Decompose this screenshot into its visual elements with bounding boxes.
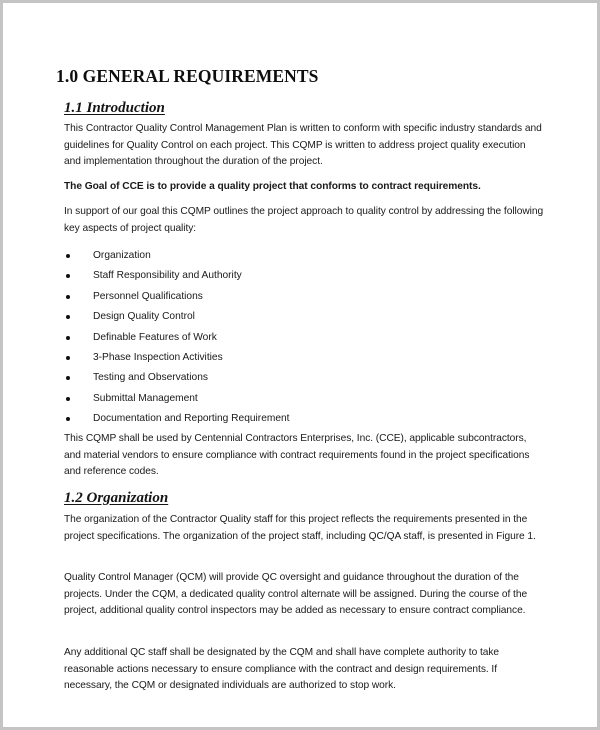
bullet-icon [66, 336, 70, 340]
bullet-icon [66, 417, 70, 421]
bullet-icon [66, 315, 70, 319]
bullet-icon [66, 295, 70, 299]
organization-paragraph: The organization of the Contractor Quality staff for this project reflects the requirements presented in the project specifications. The organization of the project staff, including QC/QA staff, is presented in Figure 1. [64, 514, 536, 542]
section-title-organization: 1.2 Organization [64, 490, 169, 506]
bullet-icon [66, 254, 70, 258]
document-page: 1.0 GENERAL REQUIREMENTS 1.1 Introduction This Contractor Quality Control Management Plan is written to conform with specific industry standards and guidelines for Quality Control on each project. This CQMP is written to address project quality execution and implementation throughout the duration of the project. The Goal of CCE is to provide a quality project that conforms to contract requirements. In support of our goal this CQMP outlines the project approach to quality control by addressing the following key aspects of project quality: Organization Staff Responsibility and Authority Personnel Qualifications Design Quality Control Definable Features of Work 3-Phase Inspection Activities Testing and Observations Submittal Management Documentation and Reporting Requirement This CQMP shall be used by Centennial Contractors Enterprises, Inc. (CCE), applicable subcontractors, and material vendors to ensure compliance with contract requirements found in the project specifications and reference codes. 1.2 Organization The organization of the Contractor Quality staff for this project reflects the requirements presented in the project specifications. The organization of the project staff, including QC/QA staff, is presented in Figure 1. Quality Control Manager (QCM) will provide QC oversight and guidance throughout the duration of the projects. Under the CQM, a dedicated quality control alternate will be assigned. During the course of the project, additional quality control inspectors may be added as necessary to ensure contract compliance. Any additional QC staff shall be designated by the CQM and shall have complete authority to take reasonable actions necessary to ensure compliance with the contract and design requirements. If necessary, the CQM or designated individuals are authorized to stop work. [0, 0, 600, 730]
bullet-icon [66, 397, 70, 401]
bullet-icon [66, 376, 70, 380]
qcm-paragraph: Quality Control Manager (QCM) will provide QC oversight and guidance throughout the duration of the projects. Under the CQM, a dedicated quality control alternate will be assigned. During the course of the project, additional quality control inspectors may be added as necessary to ensure contract compliance. [64, 572, 528, 617]
additional-staff-paragraph: Any additional QC staff shall be designated by the CQM and shall have complete authority to take reasonable actions necessary to ensure compliance with the contract and design requirements. If necessary, the CQM or designated individuals are authorized to stop work. [64, 647, 500, 692]
intro-paragraph: This Contractor Quality Control Management Plan is written to conform with specific industry standards and guidelines for Quality Control on each project. This CQMP is written to address project quality execution and implementation throughout the duration of the project. [64, 123, 542, 168]
goal-statement: The Goal of CCE is to provide a quality project that conforms to contract requirements. [64, 181, 481, 192]
bullet-icon [66, 356, 70, 360]
bullet-icon [66, 274, 70, 278]
support-paragraph: In support of our goal this CQMP outlines the project approach to quality control by addressing the following key aspects of project quality: [64, 206, 544, 234]
cqmp-usage-paragraph: This CQMP shall be used by Centennial Contractors Enterprises, Inc. (CCE), applicable subcontractors, and material vendors to ensure compliance with contract requirements found in the project specifications and reference codes. [64, 433, 530, 478]
document-heading: 1.0 GENERAL REQUIREMENTS [56, 66, 319, 86]
section-title-introduction: 1.1 Introduction [64, 100, 165, 116]
